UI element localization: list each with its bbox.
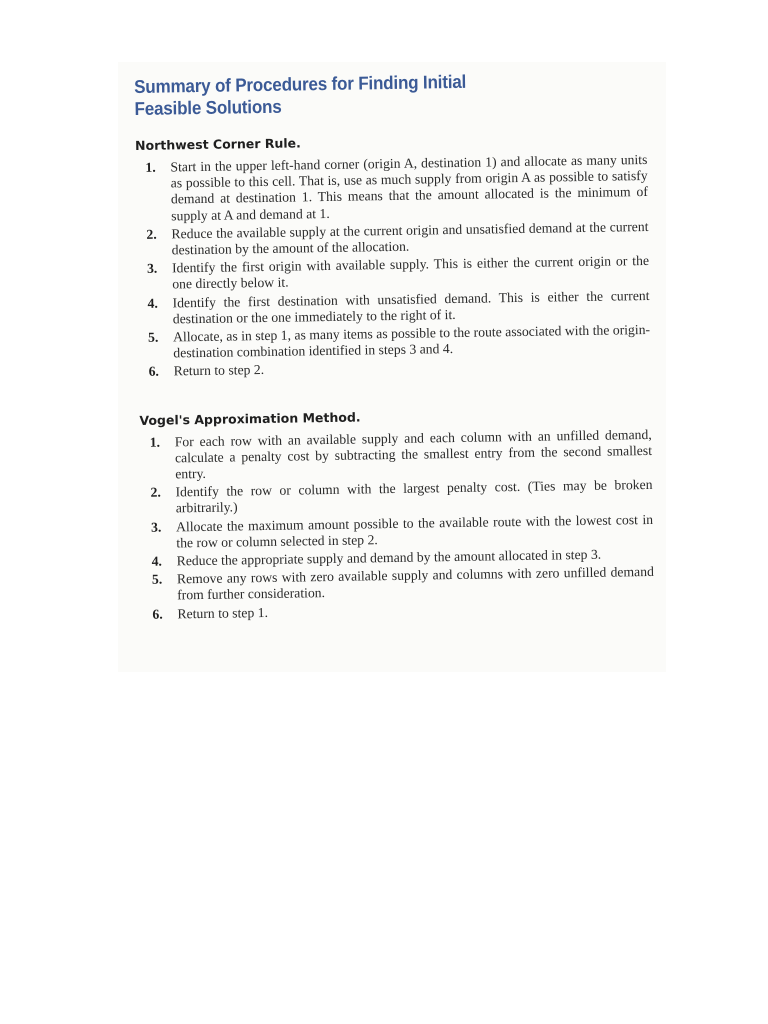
step-number: 6.: [152, 606, 163, 622]
list-item: [142, 564, 654, 604]
document-title: [134, 70, 539, 120]
step-text: Identify the first origin with available supply. This is either the current origin or the one directly below it.: [171, 253, 650, 292]
title-line-1: Summary of Procedures for Finding Initial: [134, 70, 467, 97]
northwest-corner-section: [135, 130, 651, 381]
step-number: 5.: [151, 571, 163, 588]
list-item: [140, 477, 652, 517]
step-number: 1.: [149, 434, 161, 450]
step-text: Identify the first destination with unsatisfied demand. This is either the current destination or the one immediately to the right of it.: [172, 287, 650, 327]
step-number: 3.: [146, 260, 158, 277]
step-text: Start in the upper left-hand corner (origin A, destination 1) and allocate as many units as possible to this cell. That is, use as much supply from origin A as possible to satisfy demand at destination 1. This means that the amount allocated is the minimum of supply at A and demand at 1.: [170, 151, 649, 224]
step-text: Reduce the appropriate supply and demand by the amount allocated in step 3.: [176, 546, 602, 569]
step-number: 3.: [150, 519, 162, 535]
list-item: [141, 512, 653, 552]
step-text: Return to step 1.: [177, 604, 269, 622]
step-text: Identify the row or column with the largest penalty cost. (Ties may be broken arbitrarily.): [175, 477, 653, 516]
title-line-2: Feasible Solutions: [134, 95, 282, 119]
step-text: Allocate, as in step 1, as many items as possible to the route associated with the origin-destination combination identified in steps 3 and 4.: [172, 321, 651, 361]
vogel-steps: [140, 427, 655, 623]
step-text: Remove any rows with zero available supply and columns with zero unfilled demand from further consideration.: [176, 564, 654, 603]
document-content: [134, 68, 655, 625]
step-text: Allocate the maximum amount possible to the available route with the lowest cost in the row or column selected in step 2.: [175, 511, 654, 551]
northwest-corner-steps: [135, 152, 650, 381]
step-number: 6.: [148, 364, 160, 380]
step-number: 1.: [145, 159, 156, 175]
step-text: Return to step 2.: [173, 362, 265, 379]
step-number: 5.: [147, 329, 159, 345]
step-text: For each row with an available supply and each column with an unfilled demand, calculate a penalty cost by subtracting the smallest entry from the second smallest entry.: [174, 426, 653, 482]
vogel-section: [139, 405, 654, 623]
step-number: 4.: [151, 553, 163, 569]
northwest-corner-heading: Northwest Corner Rule.: [134, 135, 301, 153]
list-item: [138, 322, 650, 362]
vogel-heading: Vogel's Approximation Method.: [139, 409, 361, 428]
step-text: Reduce the available supply at the current origin and unsatisfied demand at the current destination by the amount of the allocation.: [171, 218, 649, 258]
list-item: [137, 288, 649, 328]
list-item: [137, 253, 649, 293]
list-item: [136, 219, 648, 259]
list-item: [135, 152, 648, 225]
step-number: 2.: [150, 484, 161, 501]
list-item: [140, 427, 653, 484]
step-number: 2.: [146, 226, 157, 242]
step-number: 4.: [147, 295, 158, 311]
